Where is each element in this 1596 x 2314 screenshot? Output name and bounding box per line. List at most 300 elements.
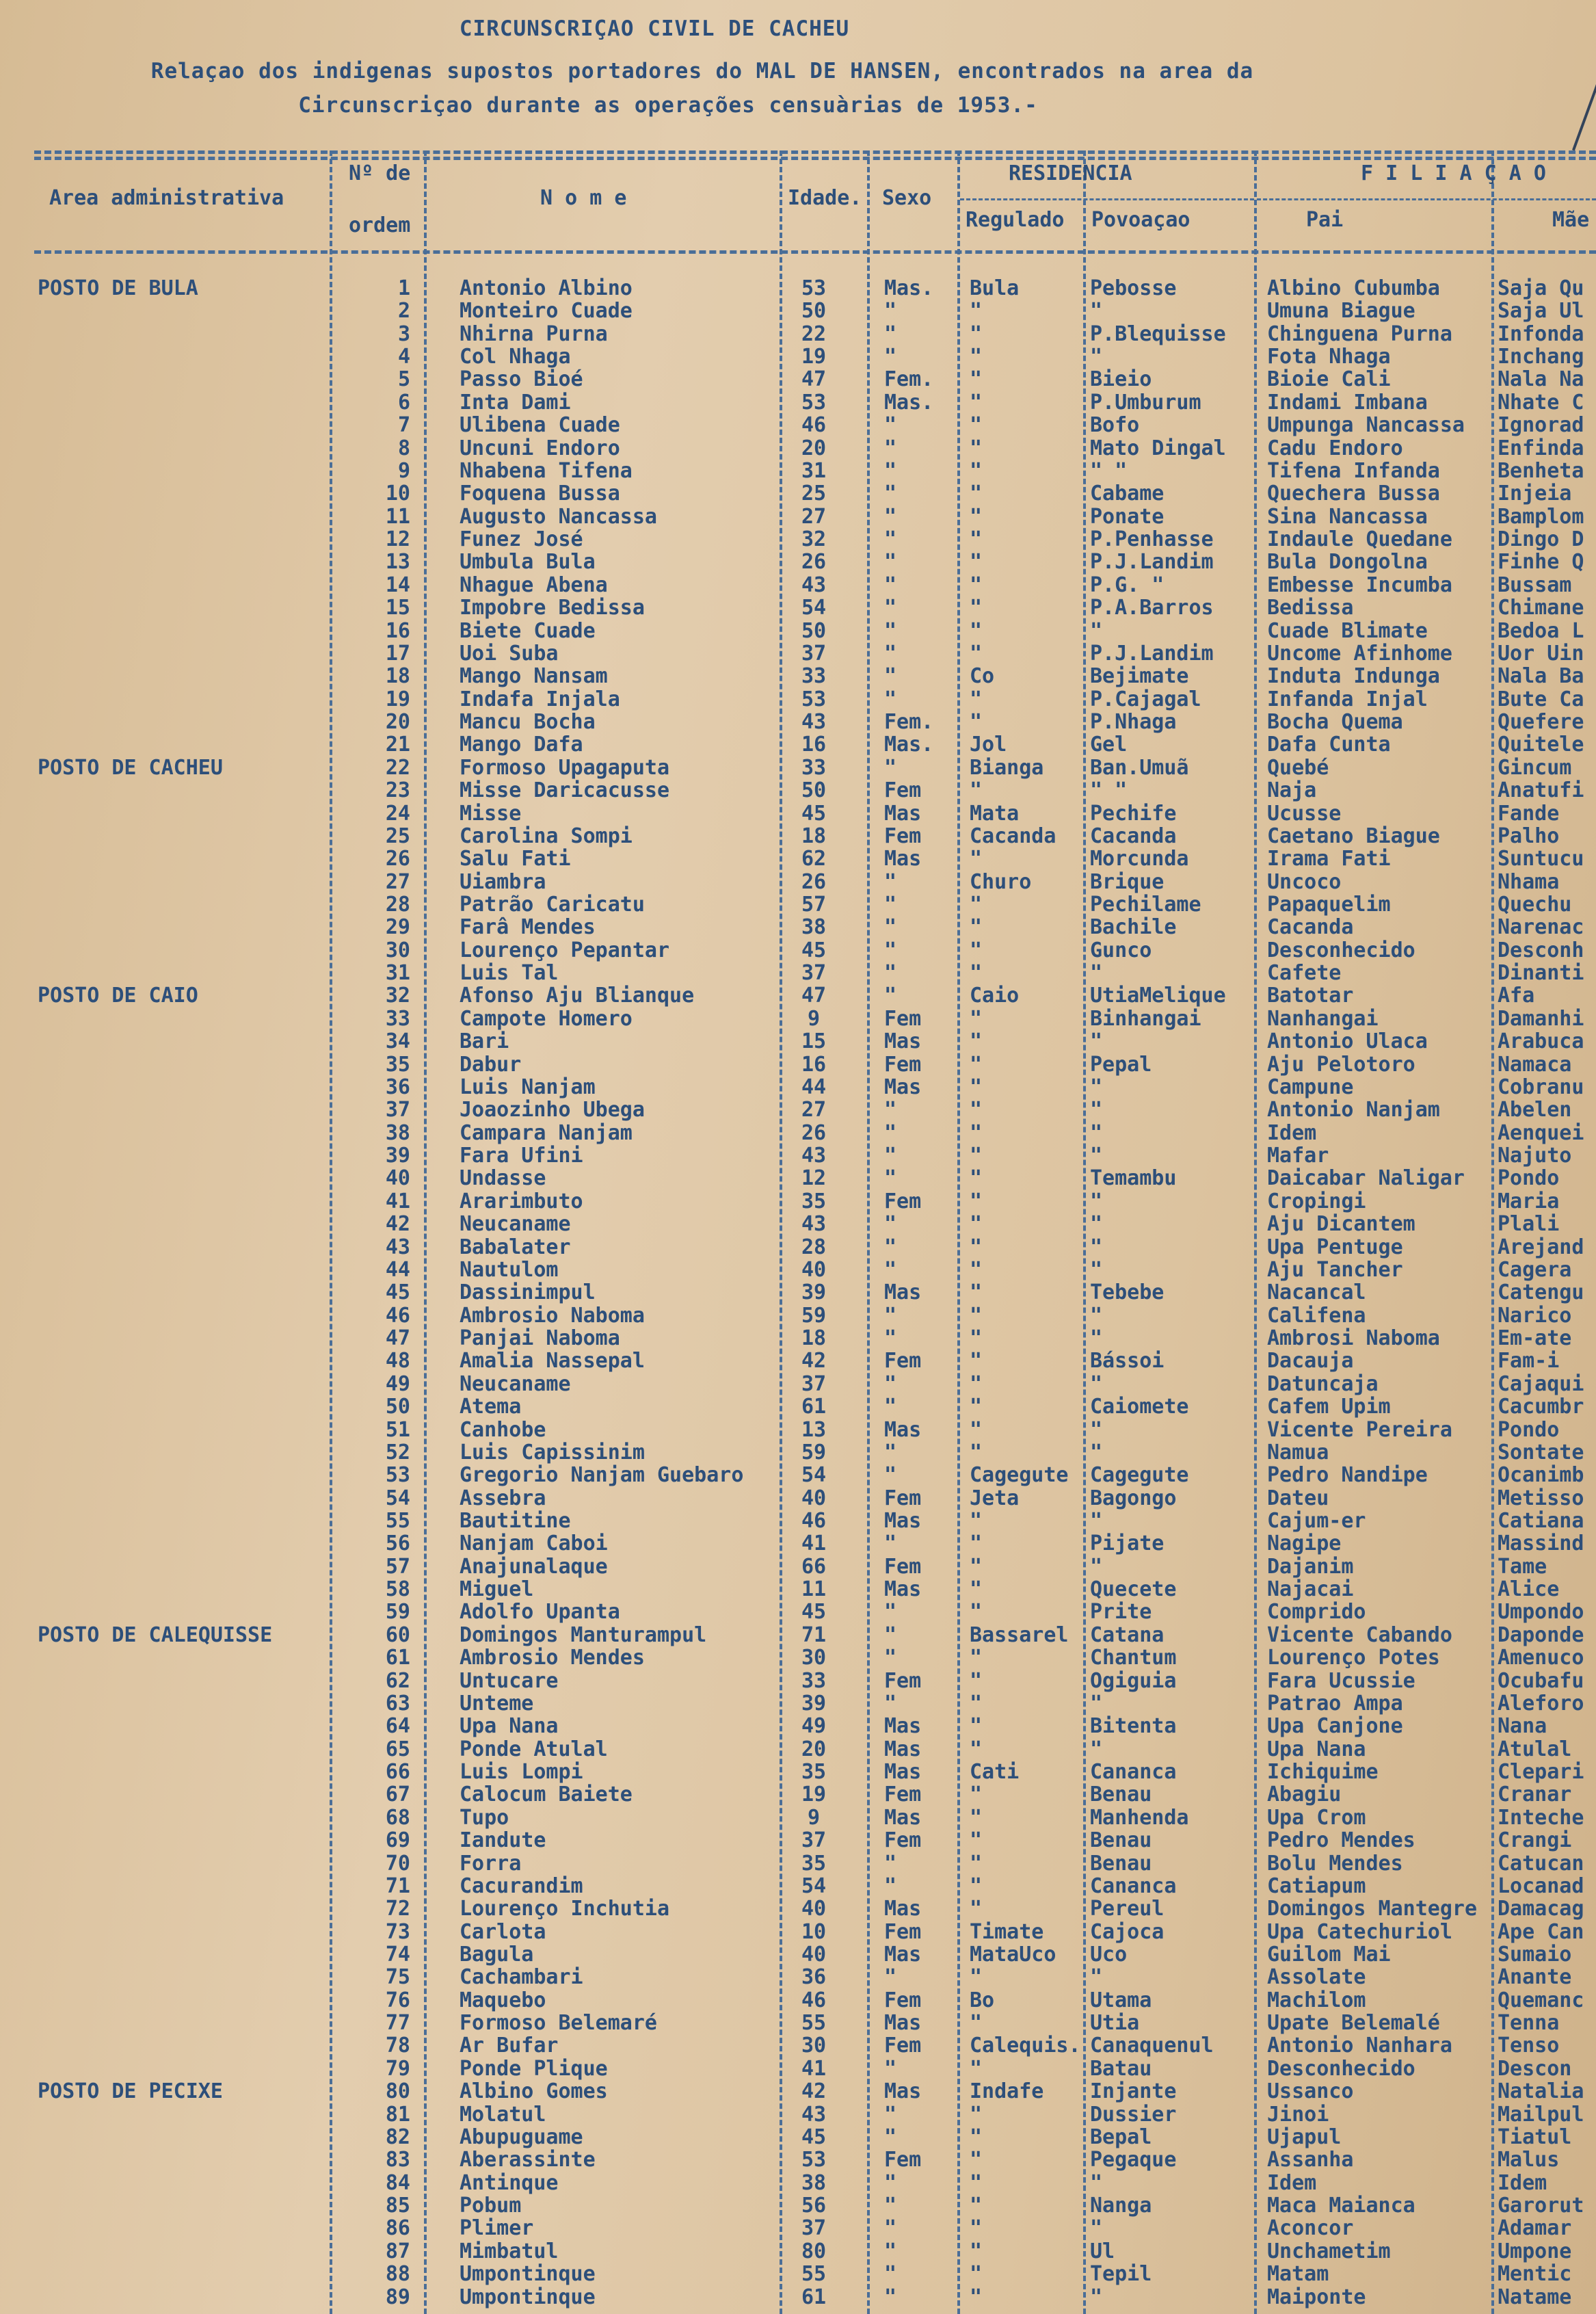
sex-cell: Mas bbox=[884, 1029, 922, 1054]
order-number-cell: 6 bbox=[397, 390, 410, 415]
table-row bbox=[0, 1965, 1596, 1988]
father-cell: Domingos Mantegre bbox=[1267, 1897, 1478, 1921]
age-cell: 28 bbox=[801, 1235, 827, 1259]
povoacao-cell: Manhenda bbox=[1090, 1805, 1189, 1830]
table-row bbox=[0, 1943, 1596, 1965]
mother-cell: Catucan bbox=[1498, 1851, 1584, 1876]
name-cell: Amalia Nassepal bbox=[460, 1349, 645, 1373]
povoacao-cell: Pepal bbox=[1090, 1052, 1152, 1077]
area-cell: POSTO DE CALEQUISSE bbox=[38, 1622, 273, 1647]
age-cell: 18 bbox=[801, 824, 827, 848]
father-cell: Assolate bbox=[1267, 1965, 1366, 1990]
order-number-cell: 16 bbox=[385, 618, 410, 643]
povoacao-cell: " bbox=[1090, 1508, 1103, 1533]
table-row bbox=[0, 2148, 1596, 2170]
mother-cell: Massind bbox=[1498, 1531, 1584, 1556]
table-row bbox=[0, 1555, 1596, 1577]
table-row bbox=[0, 505, 1596, 527]
mother-cell: Damacag bbox=[1498, 1897, 1584, 1921]
order-number-cell: 19 bbox=[385, 687, 410, 711]
name-cell: Formoso Belemaré bbox=[460, 2011, 657, 2036]
table-row bbox=[0, 1372, 1596, 1395]
povoacao-cell: Cagegute bbox=[1090, 1463, 1189, 1488]
order-number-cell: 36 bbox=[385, 1075, 410, 1099]
mother-cell: Narico bbox=[1498, 1303, 1572, 1328]
mother-cell: Anatufi bbox=[1498, 778, 1584, 803]
table-row bbox=[0, 1395, 1596, 1417]
order-number-cell: 45 bbox=[385, 1280, 410, 1305]
order-number-cell: 5 bbox=[397, 367, 410, 392]
age-cell: 10 bbox=[801, 1919, 827, 1944]
name-cell: Inta Dami bbox=[460, 390, 571, 415]
order-number-cell: 27 bbox=[385, 869, 410, 894]
order-number-cell: 14 bbox=[385, 573, 410, 597]
name-cell: Lourenço Pepantar bbox=[460, 938, 670, 962]
name-cell: Umbula Bula bbox=[460, 550, 596, 575]
age-cell: 31 bbox=[801, 458, 827, 483]
mother-cell: Aleforo bbox=[1498, 1691, 1584, 1715]
table-row bbox=[0, 367, 1596, 390]
order-number-cell: 85 bbox=[385, 2194, 410, 2218]
father-cell: Caetano Biague bbox=[1267, 824, 1440, 848]
order-number-cell: 52 bbox=[385, 1440, 410, 1464]
name-cell: Carolina Sompi bbox=[460, 824, 633, 848]
povoacao-cell: Cananca bbox=[1090, 1760, 1177, 1785]
father-cell: Ussanco bbox=[1267, 2079, 1354, 2104]
sex-cell: " bbox=[884, 1622, 897, 1647]
header-nome: N o m e bbox=[540, 186, 627, 210]
povoacao-cell: Ban.Umuã bbox=[1090, 755, 1189, 780]
order-number-cell: 30 bbox=[385, 938, 410, 962]
table-row bbox=[0, 2103, 1596, 2125]
povoacao-cell: Bássoi bbox=[1090, 1349, 1165, 1373]
regulado-cell: " bbox=[970, 1349, 983, 1373]
table-row bbox=[0, 1852, 1596, 1874]
regulado-cell: " bbox=[970, 938, 983, 962]
povoacao-cell: Temambu bbox=[1090, 1166, 1177, 1191]
order-number-cell: 83 bbox=[385, 2148, 410, 2172]
sex-cell: " bbox=[884, 413, 897, 438]
name-cell: Ponde Plique bbox=[460, 2056, 608, 2081]
mother-cell: Fande bbox=[1498, 801, 1560, 826]
povoacao-cell: Cacanda bbox=[1090, 824, 1177, 848]
regulado-cell: " bbox=[970, 1006, 983, 1031]
regulado-cell: " bbox=[970, 1691, 983, 1715]
table-row bbox=[0, 961, 1596, 984]
header-residencia: RESIDENCIA bbox=[1009, 161, 1132, 185]
name-cell: Antonio Albino bbox=[460, 276, 633, 300]
name-cell: Panjai Naboma bbox=[460, 1326, 620, 1351]
order-number-cell: 20 bbox=[385, 710, 410, 735]
table-row bbox=[0, 870, 1596, 893]
mother-cell: Bussam bbox=[1498, 573, 1572, 597]
povoacao-cell: Bachile bbox=[1090, 915, 1177, 940]
sex-cell: " bbox=[884, 1098, 897, 1122]
table-row bbox=[0, 915, 1596, 938]
povoacao-cell: P.A.Barros bbox=[1090, 596, 1214, 620]
povoacao-cell: Uco bbox=[1090, 1943, 1128, 1967]
sex-cell: " bbox=[884, 664, 897, 689]
table-row bbox=[0, 1235, 1596, 1258]
name-cell: Col Nhaga bbox=[460, 345, 571, 369]
povoacao-cell: Ogiguia bbox=[1090, 1668, 1177, 1693]
mother-cell: Bedoa L bbox=[1498, 618, 1584, 643]
povoacao-cell: Catana bbox=[1090, 1622, 1165, 1647]
mother-cell: Namaca bbox=[1498, 1052, 1572, 1077]
name-cell: Forra bbox=[460, 1851, 522, 1876]
page-edge-mark bbox=[1559, 68, 1596, 151]
name-cell: Iandute bbox=[460, 1828, 546, 1853]
father-cell: Upa Crom bbox=[1267, 1805, 1366, 1830]
regulado-cell: " bbox=[970, 1098, 983, 1122]
order-number-cell: 73 bbox=[385, 1919, 410, 1944]
sex-cell: " bbox=[884, 1120, 897, 1145]
regulado-cell: " bbox=[970, 710, 983, 735]
father-cell: Upa Catechuriol bbox=[1267, 1919, 1452, 1944]
sex-cell: " bbox=[884, 1395, 897, 1419]
table-row bbox=[0, 984, 1596, 1006]
mother-cell: Nhate C bbox=[1498, 390, 1584, 415]
order-number-cell: 55 bbox=[385, 1508, 410, 1533]
name-cell: Luis Nanjam bbox=[460, 1075, 596, 1099]
order-number-cell: 33 bbox=[385, 1006, 410, 1031]
povoacao-cell: P.Umburum bbox=[1090, 390, 1201, 415]
regulado-cell: " bbox=[970, 2125, 983, 2149]
sex-cell: " bbox=[884, 527, 897, 552]
age-cell: 20 bbox=[801, 436, 827, 460]
header-povoacao: Povoaçao bbox=[1091, 208, 1191, 232]
table-row bbox=[0, 527, 1596, 550]
regulado-cell: " bbox=[970, 2102, 983, 2127]
father-cell: Cadu Endoro bbox=[1267, 436, 1403, 460]
povoacao-cell: Bofo bbox=[1090, 413, 1140, 438]
regulado-cell: " bbox=[970, 1235, 983, 1259]
name-cell: Foquena Bussa bbox=[460, 482, 620, 506]
povoacao-cell: " bbox=[1090, 2170, 1103, 2195]
age-cell: 45 bbox=[801, 1600, 827, 1625]
age-cell: 62 bbox=[801, 847, 827, 871]
povoacao-cell: " bbox=[1090, 2216, 1103, 2241]
father-cell: Aju Tancher bbox=[1267, 1257, 1403, 1282]
povoacao-cell: P.J.Landim bbox=[1090, 550, 1214, 575]
table-row bbox=[0, 1577, 1596, 1600]
mother-cell: Maria bbox=[1498, 1189, 1560, 1213]
table-row bbox=[0, 482, 1596, 504]
regulado-cell: " bbox=[970, 1440, 983, 1464]
father-cell: Aconcor bbox=[1267, 2216, 1354, 2241]
age-cell: 46 bbox=[801, 1988, 827, 2012]
mother-cell: Chimane bbox=[1498, 596, 1584, 620]
age-cell: 53 bbox=[801, 2148, 827, 2172]
order-number-cell: 56 bbox=[385, 1531, 410, 1556]
regulado-cell: " bbox=[970, 1646, 983, 1670]
mother-cell: Ocanimb bbox=[1498, 1463, 1584, 1488]
age-cell: 43 bbox=[801, 2102, 827, 2127]
father-cell: Pedro Mendes bbox=[1267, 1828, 1415, 1853]
table-row bbox=[0, 824, 1596, 847]
sex-cell: Mas bbox=[884, 1897, 922, 1921]
order-number-cell: 70 bbox=[385, 1851, 410, 1876]
table-row bbox=[0, 1600, 1596, 1625]
mother-cell: Cajaqui bbox=[1498, 1371, 1584, 1396]
order-number-cell: 37 bbox=[385, 1098, 410, 1122]
order-number-cell: 72 bbox=[385, 1897, 410, 1921]
father-cell: Namua bbox=[1267, 1440, 1329, 1464]
table-row bbox=[0, 345, 1596, 367]
sex-cell: Mas bbox=[884, 2079, 922, 2104]
sex-cell: " bbox=[884, 1235, 897, 1259]
father-cell: Fota Nhaga bbox=[1267, 345, 1391, 369]
age-cell: 59 bbox=[801, 1440, 827, 1464]
father-cell: Idem bbox=[1267, 1120, 1317, 1145]
table-row bbox=[0, 596, 1596, 618]
name-cell: Ar Bufar bbox=[460, 2034, 559, 2058]
table-row bbox=[0, 413, 1596, 436]
sex-cell: Mas bbox=[884, 1075, 922, 1099]
age-cell: 35 bbox=[801, 1851, 827, 1876]
table-row bbox=[0, 1760, 1596, 1783]
table-row bbox=[0, 1029, 1596, 1052]
sex-cell: " bbox=[884, 1600, 897, 1625]
povoacao-cell: P.Blequisse bbox=[1090, 321, 1226, 346]
father-cell: Uncoco bbox=[1267, 869, 1342, 894]
age-cell: 37 bbox=[801, 1828, 827, 1853]
regulado-cell: " bbox=[970, 2194, 983, 2218]
povoacao-cell: Pegaque bbox=[1090, 2148, 1177, 2172]
sex-cell: " bbox=[884, 1873, 897, 1898]
father-cell: Antonio Nanhara bbox=[1267, 2034, 1452, 2058]
order-number-cell: 31 bbox=[385, 961, 410, 986]
age-cell: 38 bbox=[801, 915, 827, 940]
age-cell: 47 bbox=[801, 984, 827, 1008]
name-cell: Afonso Aju Blianque bbox=[460, 984, 695, 1008]
document-title: CIRCUNSCRIÇAO CIVIL DE CACHEU bbox=[459, 16, 850, 41]
table-row bbox=[0, 436, 1596, 459]
mother-cell: Bamplom bbox=[1498, 504, 1584, 529]
order-number-cell: 13 bbox=[385, 550, 410, 575]
order-number-cell: 65 bbox=[385, 1737, 410, 1761]
mother-cell: Afa bbox=[1498, 984, 1535, 1008]
name-cell: Aberassinte bbox=[460, 2148, 596, 2172]
age-cell: 46 bbox=[801, 413, 827, 438]
father-cell: Dafa Cunta bbox=[1267, 733, 1391, 757]
mother-cell: Umpone bbox=[1498, 2239, 1572, 2263]
povoacao-cell: Bieio bbox=[1090, 367, 1152, 392]
order-number-cell: 59 bbox=[385, 1600, 410, 1625]
name-cell: Neucaname bbox=[460, 1212, 571, 1237]
father-cell: Dacauja bbox=[1267, 1349, 1354, 1373]
sex-cell: " bbox=[884, 892, 897, 917]
father-cell: Cajum-er bbox=[1267, 1508, 1366, 1533]
order-number-cell: 57 bbox=[385, 1554, 410, 1579]
name-cell: Maquebo bbox=[460, 1988, 546, 2012]
povoacao-cell: Canaquenul bbox=[1090, 2034, 1214, 2058]
regulado-cell: " bbox=[970, 1303, 983, 1328]
age-cell: 32 bbox=[801, 527, 827, 552]
age-cell: 19 bbox=[801, 345, 827, 369]
mother-cell: Tiatul bbox=[1498, 2125, 1572, 2149]
table-row bbox=[0, 1806, 1596, 1828]
mother-cell: Arabuca bbox=[1498, 1029, 1584, 1054]
name-cell: Luis Lompi bbox=[460, 1760, 583, 1785]
father-cell: Irama Fati bbox=[1267, 847, 1391, 871]
age-cell: 42 bbox=[801, 2079, 827, 2104]
povoacao-cell: Injante bbox=[1090, 2079, 1177, 2104]
table-row bbox=[0, 276, 1596, 299]
order-number-cell: 28 bbox=[385, 892, 410, 917]
sex-cell: Fem bbox=[884, 1828, 922, 1853]
document-subtitle-line-1: Relaçao dos indigenas supostos portadores do MAL DE HANSEN, encontrados na area da bbox=[150, 59, 1254, 83]
name-cell: Campara Nanjam bbox=[460, 1120, 633, 1145]
father-cell: Dateu bbox=[1267, 1486, 1329, 1510]
age-cell: 18 bbox=[801, 1326, 827, 1351]
sex-cell: " bbox=[884, 321, 897, 346]
mother-cell: Atulal bbox=[1498, 1737, 1572, 1761]
filiacao-separator bbox=[1257, 198, 1596, 200]
father-cell: Chinguena Purna bbox=[1267, 321, 1452, 346]
mother-cell: Mailpul bbox=[1498, 2102, 1584, 2127]
mother-cell: Quitele bbox=[1498, 733, 1584, 757]
povoacao-cell: " bbox=[1090, 961, 1103, 986]
regulado-cell: MataUco bbox=[970, 1943, 1056, 1967]
sex-cell: Fem. bbox=[884, 367, 934, 392]
name-cell: Anajunalaque bbox=[460, 1554, 608, 1579]
regulado-cell: " bbox=[970, 1783, 983, 1807]
name-cell: Nhague Abena bbox=[460, 573, 608, 597]
order-number-cell: 25 bbox=[385, 824, 410, 848]
regulado-cell: " bbox=[970, 618, 983, 643]
father-cell: Desconhecido bbox=[1267, 2056, 1415, 2081]
father-cell: Cafem Upim bbox=[1267, 1395, 1391, 1419]
name-cell: Indafa Injala bbox=[460, 687, 620, 711]
name-cell: Bagula bbox=[460, 1943, 534, 1967]
mother-cell: Pondo bbox=[1498, 1166, 1560, 1191]
table-top-rule-2 bbox=[34, 157, 1596, 160]
sex-cell: " bbox=[884, 573, 897, 597]
regulado-cell: Bassarel bbox=[970, 1622, 1069, 1647]
father-cell: Upa Canjone bbox=[1267, 1714, 1403, 1739]
sex-cell: " bbox=[884, 596, 897, 620]
sex-cell: " bbox=[884, 482, 897, 506]
father-cell: Bocha Quema bbox=[1267, 710, 1403, 735]
mother-cell: Nala Na bbox=[1498, 367, 1584, 392]
povoacao-cell: P.J.Landim bbox=[1090, 641, 1214, 666]
table-row bbox=[0, 2171, 1596, 2194]
povoacao-cell: Benau bbox=[1090, 1851, 1152, 1876]
name-cell: Salu Fati bbox=[460, 847, 571, 871]
age-cell: 27 bbox=[801, 1098, 827, 1122]
povoacao-cell: " " bbox=[1090, 458, 1128, 483]
father-cell: Cuade Blimate bbox=[1267, 618, 1428, 643]
sex-cell: Mas bbox=[884, 1943, 922, 1967]
name-cell: Plimer bbox=[460, 2216, 534, 2241]
regulado-cell: " bbox=[970, 2216, 983, 2241]
sex-cell: Fem. bbox=[884, 710, 934, 735]
table-row bbox=[0, 1828, 1596, 1851]
father-cell: Patrao Ampa bbox=[1267, 1691, 1403, 1715]
sex-cell: Mas bbox=[884, 1714, 922, 1739]
povoacao-cell: " bbox=[1090, 1440, 1103, 1464]
table-row bbox=[0, 710, 1596, 733]
age-cell: 30 bbox=[801, 2034, 827, 2058]
residencia-separator bbox=[960, 198, 1254, 200]
father-cell: Unchametim bbox=[1267, 2239, 1391, 2263]
mother-cell: Benheta bbox=[1498, 458, 1584, 483]
sex-cell: Fem bbox=[884, 2034, 922, 2058]
age-cell: 41 bbox=[801, 1531, 827, 1556]
order-number-cell: 1 bbox=[397, 276, 410, 300]
table-row bbox=[0, 802, 1596, 824]
povoacao-cell: " bbox=[1090, 2285, 1103, 2309]
age-cell: 20 bbox=[801, 1737, 827, 1761]
table-row bbox=[0, 619, 1596, 642]
order-number-cell: 75 bbox=[385, 1965, 410, 1990]
order-number-cell: 84 bbox=[385, 2170, 410, 2195]
order-number-cell: 53 bbox=[385, 1463, 410, 1488]
age-cell: 50 bbox=[801, 299, 827, 324]
name-cell: Miguel bbox=[460, 1577, 534, 1602]
order-number-cell: 69 bbox=[385, 1828, 410, 1853]
name-cell: Nhabena Tifena bbox=[460, 458, 633, 483]
age-cell: 53 bbox=[801, 276, 827, 300]
order-number-cell: 74 bbox=[385, 1943, 410, 1967]
order-number-cell: 54 bbox=[385, 1486, 410, 1510]
age-cell: 80 bbox=[801, 2239, 827, 2263]
povoacao-cell: Dussier bbox=[1090, 2102, 1177, 2127]
age-cell: 46 bbox=[801, 1508, 827, 1533]
mother-cell: Tenna bbox=[1498, 2011, 1560, 2036]
regulado-cell: " bbox=[970, 390, 983, 415]
table-row bbox=[0, 1874, 1596, 1897]
mother-cell: Crangi bbox=[1498, 1828, 1572, 1853]
povoacao-cell: " bbox=[1090, 1144, 1103, 1168]
age-cell: 41 bbox=[801, 2056, 827, 2081]
povoacao-cell: " bbox=[1090, 1691, 1103, 1715]
regulado-cell: Timate bbox=[970, 1919, 1044, 1944]
regulado-cell: " bbox=[970, 1965, 983, 1990]
mother-cell: Quefere bbox=[1498, 710, 1584, 735]
regulado-cell: " bbox=[970, 1029, 983, 1054]
age-cell: 44 bbox=[801, 1075, 827, 1099]
regulado-cell: " bbox=[970, 550, 983, 575]
mother-cell: Ocubafu bbox=[1498, 1668, 1584, 1693]
povoacao-cell: Pebosse bbox=[1090, 276, 1177, 300]
order-number-cell: 43 bbox=[385, 1235, 410, 1259]
regulado-cell: " bbox=[970, 1120, 983, 1145]
father-cell: Desconhecido bbox=[1267, 938, 1415, 962]
table-top-rule bbox=[34, 150, 1596, 154]
regulado-cell: " bbox=[970, 2239, 983, 2263]
age-cell: 43 bbox=[801, 710, 827, 735]
sex-cell: Fem bbox=[884, 1554, 922, 1579]
regulado-cell: " bbox=[970, 1851, 983, 1876]
father-cell: Upa Pentuge bbox=[1267, 1235, 1403, 1259]
table-row bbox=[0, 1623, 1596, 1646]
sex-cell: " bbox=[884, 1144, 897, 1168]
age-cell: 37 bbox=[801, 2216, 827, 2241]
povoacao-cell: " bbox=[1090, 1326, 1103, 1351]
sex-cell: " bbox=[884, 1212, 897, 1237]
name-cell: Tupo bbox=[460, 1805, 509, 1830]
povoacao-cell: " bbox=[1090, 618, 1103, 643]
regulado-cell: " bbox=[970, 892, 983, 917]
father-cell: Catiapum bbox=[1267, 1873, 1366, 1898]
regulado-cell: Jol bbox=[970, 733, 1007, 757]
regulado-cell: " bbox=[970, 915, 983, 940]
regulado-cell: " bbox=[970, 2170, 983, 2195]
order-number-cell: 40 bbox=[385, 1166, 410, 1191]
order-number-cell: 12 bbox=[385, 527, 410, 552]
